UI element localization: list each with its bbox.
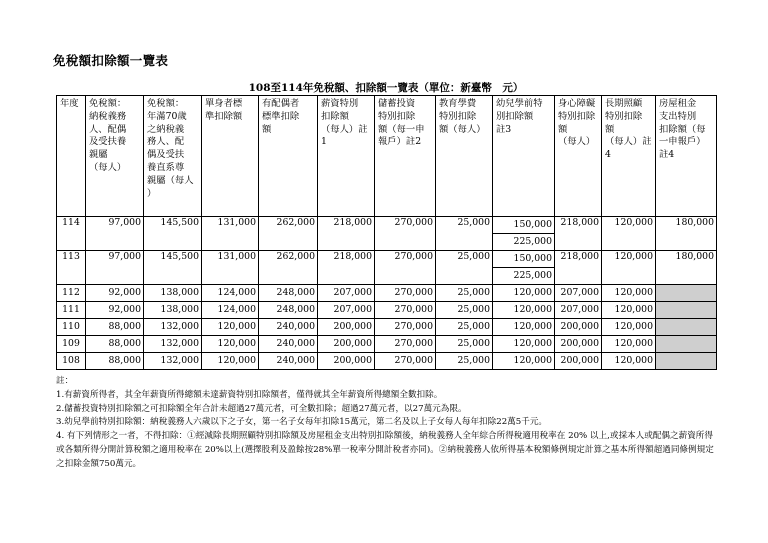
year-cell: 112	[57, 285, 86, 302]
table-cell: 120,000	[602, 302, 656, 319]
table-cell: 120,000	[493, 319, 555, 336]
table-cell: 270,000	[375, 285, 436, 302]
table-cell: 25,000	[436, 251, 493, 285]
table-cell: 120,000	[602, 336, 656, 353]
table-cell: 262,000	[259, 217, 318, 251]
page-title: 免稅額扣除額一覽表	[53, 53, 169, 68]
year-cell: 113	[57, 251, 86, 285]
deduction-table	[56, 95, 717, 370]
table-cell: 218,000	[555, 217, 602, 251]
table-cell: 124,000	[202, 302, 259, 319]
table-cell: 132,000	[144, 319, 202, 336]
table-row	[57, 353, 717, 370]
table-cell: 25,000	[436, 217, 493, 251]
table-cell: 270,000	[375, 319, 436, 336]
table-cell: 207,000	[555, 285, 602, 302]
table-cell: 150,000	[493, 251, 555, 268]
header-row	[57, 96, 717, 217]
table-cell: 270,000	[375, 217, 436, 251]
table-cell: 120,000	[602, 319, 656, 336]
header-cell: 教育學費 特別扣除 額（每人）	[436, 96, 493, 217]
table-cell: 25,000	[436, 285, 493, 302]
table-cell: 132,000	[144, 353, 202, 370]
table-cell: 120,000	[602, 251, 656, 285]
header-cell: 薪資特別 扣除額 （每人）註1	[318, 96, 375, 217]
table-cell: 200,000	[555, 336, 602, 353]
header-cell: 有配偶者 標準扣除 額	[259, 96, 318, 217]
table-cell: 25,000	[436, 302, 493, 319]
table-cell: 180,000	[656, 251, 717, 285]
header-cell: 房屋租金 支出特別 扣除額（每 一申報戶） 註4	[656, 96, 717, 217]
year-cell: 110	[57, 319, 86, 336]
year-cell: 111	[57, 302, 86, 319]
footnotes	[56, 375, 716, 472]
table-cell: 120,000	[202, 319, 259, 336]
year-cell: 114	[57, 217, 86, 251]
table-cell: 145,500	[144, 217, 202, 251]
table-cell: 120,000	[202, 336, 259, 353]
table-cell: 248,000	[259, 302, 318, 319]
header-cell: 長期照顧 特別扣除 額 （每人）註4	[602, 96, 656, 217]
year-cell: 109	[57, 336, 86, 353]
footnote-2: 2.儲蓄投資特別扣除額之可扣除額全年合計未超過27萬元者，可全數扣除；超過27萬元者，以27萬元為限。	[56, 403, 467, 414]
table-cell: 131,000	[202, 251, 259, 285]
table-cell: 120,000	[493, 353, 555, 370]
header-cell: 儲蓄投資 特別扣除 額（每一申 報戶）註2	[375, 96, 436, 217]
table-cell: 132,000	[144, 336, 202, 353]
table-cell: 270,000	[375, 353, 436, 370]
table-cell: 97,000	[86, 217, 144, 251]
table-row	[57, 285, 717, 302]
table-cell: 138,000	[144, 285, 202, 302]
table-row	[57, 336, 717, 353]
table-cell: 218,000	[318, 217, 375, 251]
table-cell: 200,000	[318, 336, 375, 353]
table-cell: 92,000	[86, 302, 144, 319]
table-cell: 25,000	[436, 336, 493, 353]
table-cell: 25,000	[436, 319, 493, 336]
table-cell: 207,000	[318, 285, 375, 302]
table-cell: 145,500	[144, 251, 202, 285]
header-cell: 免稅額： 年滿70歲 之納稅義 務人、配 偶及受扶 養直系尊 親屬（每人 ）	[144, 96, 202, 217]
table-row	[57, 319, 717, 336]
footnote-4: 4. 有下列情形之一者，不得扣除：①經減除長期照顧特別扣除額及房屋租金支出特別扣除額後，納稅義務人全年綜合所得稅適用稅率在 20% 以上,或採本人或配偶之薪資所得或各類所得分開計算稅額之適用稅率在 20%以上(選擇股利及盈餘按28%單一稅率分開計稅者亦同)。②納稅義務人依所得基本稅額條例規定計算之基本所得額超過同條例規定之扣除金額750萬元。	[56, 431, 714, 469]
table-cell: 88,000	[86, 353, 144, 370]
table-cell: 150,000	[493, 217, 555, 234]
table-cell: 225,000	[493, 268, 555, 285]
year-cell: 108	[57, 353, 86, 370]
table-row	[57, 302, 717, 319]
header-cell: 單身者標 準扣除額	[202, 96, 259, 217]
table-cell: 120,000	[493, 302, 555, 319]
table-cell: 207,000	[318, 302, 375, 319]
table-cell: 120,000	[202, 353, 259, 370]
header-cell: 身心障礙 特別扣除 額 （每人）	[555, 96, 602, 217]
table-cell: 225,000	[493, 234, 555, 251]
table-cell: 240,000	[259, 353, 318, 370]
not-applicable-cell	[656, 336, 717, 353]
table-cell: 240,000	[259, 319, 318, 336]
not-applicable-cell	[656, 319, 717, 336]
table-cell: 262,000	[259, 251, 318, 285]
table-cell: 88,000	[86, 319, 144, 336]
table-cell: 124,000	[202, 285, 259, 302]
not-applicable-cell	[656, 353, 717, 370]
footnote-heading: 註：	[56, 376, 74, 386]
table-cell: 120,000	[493, 285, 555, 302]
table-cell: 120,000	[602, 285, 656, 302]
table-cell: 270,000	[375, 302, 436, 319]
table-cell: 240,000	[259, 336, 318, 353]
table-cell: 218,000	[318, 251, 375, 285]
header-cell: 免稅額： 納稅義務 人、配偶 及受扶養 親屬 （每人）	[86, 96, 144, 217]
table-cell: 200,000	[555, 319, 602, 336]
table-cell: 120,000	[602, 353, 656, 370]
table-row	[57, 217, 717, 234]
not-applicable-cell	[656, 285, 717, 302]
table-cell: 131,000	[202, 217, 259, 251]
table-row	[57, 251, 717, 268]
table-cell: 218,000	[555, 251, 602, 285]
table-cell: 88,000	[86, 336, 144, 353]
table-cell: 97,000	[86, 251, 144, 285]
header-cell: 幼兒學前特 別扣除額 註3	[493, 96, 555, 217]
table-cell: 200,000	[318, 319, 375, 336]
table-cell: 200,000	[318, 353, 375, 370]
not-applicable-cell	[656, 302, 717, 319]
header-cell: 年度	[57, 96, 86, 217]
table-cell: 270,000	[375, 251, 436, 285]
table-cell: 120,000	[493, 336, 555, 353]
table-cell: 200,000	[555, 353, 602, 370]
table-cell: 270,000	[375, 336, 436, 353]
table-cell: 138,000	[144, 302, 202, 319]
table-cell: 25,000	[436, 353, 493, 370]
footnote-1: 1.有薪資所得者，其全年薪資所得總額未達薪資特別扣除額者，僅得就其全年薪資所得總額全數扣除。	[56, 389, 443, 400]
footnote-3: 3.幼兒學前特別扣除額：納稅義務人六歲以下之子女，第一名子女每年扣除15萬元，第二名及以上子女每人每年扣除22萬5千元。	[56, 417, 548, 428]
table-cell: 120,000	[602, 217, 656, 251]
table-caption: 108至114年免稅額、扣除額一覽表（單位：新臺幣 元）	[248, 82, 524, 94]
table-cell: 248,000	[259, 285, 318, 302]
table-cell: 180,000	[656, 217, 717, 251]
table-cell: 207,000	[555, 302, 602, 319]
table-cell: 92,000	[86, 285, 144, 302]
